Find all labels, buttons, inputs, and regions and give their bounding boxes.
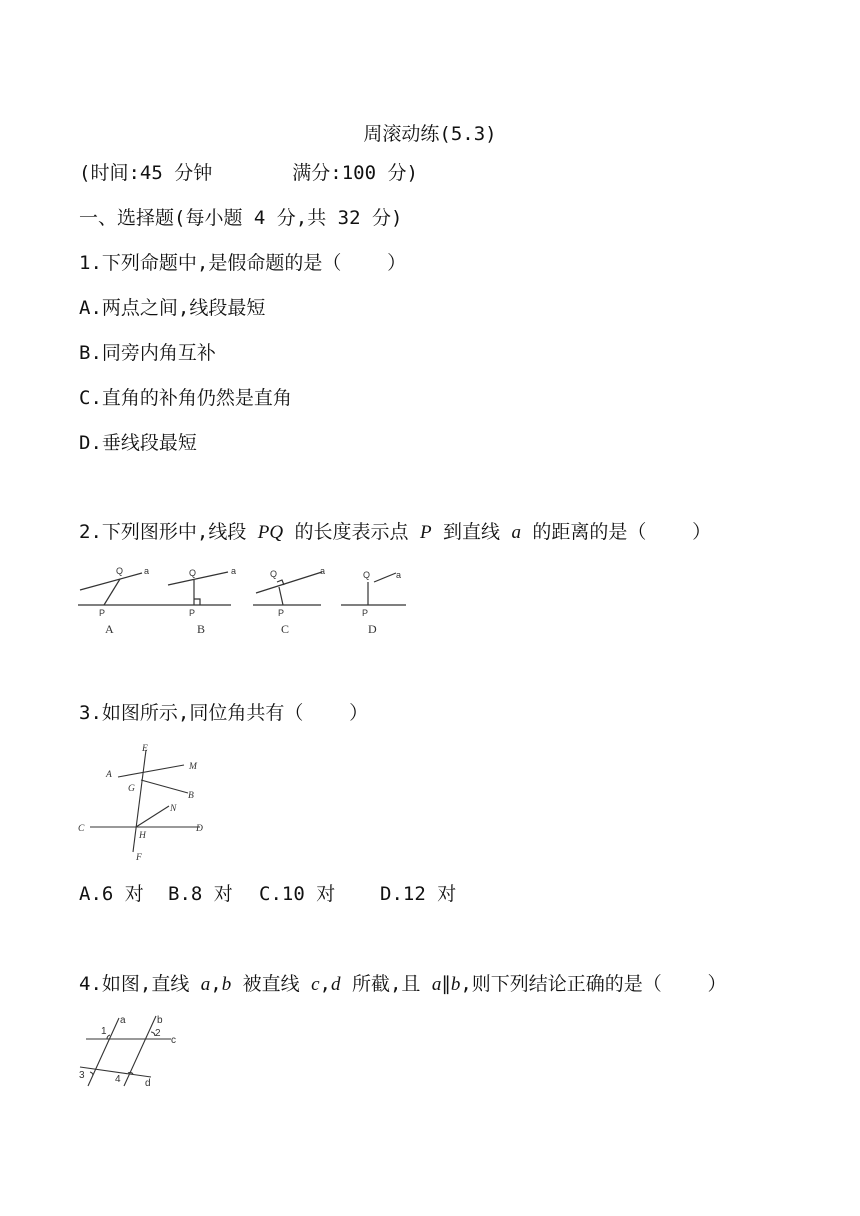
q3-label-e: E bbox=[142, 744, 148, 754]
q3-figure bbox=[74, 740, 214, 865]
page-title: 周滚动练(5.3) bbox=[363, 123, 497, 145]
q2-caption-b: B bbox=[197, 622, 206, 636]
q4-stem bbox=[79, 972, 727, 997]
q4-label-d: d bbox=[145, 1078, 151, 1089]
q4-label-4: 4 bbox=[115, 1074, 121, 1085]
q2-b-label-p: P bbox=[189, 608, 196, 618]
q2-c-line-a bbox=[256, 572, 322, 593]
q2-b-label-a: a bbox=[231, 566, 237, 576]
q2-b-line-a bbox=[168, 572, 228, 585]
q2-stem-part: 的距离的是（ ） bbox=[520, 521, 712, 543]
q2-a-label-p: P bbox=[99, 608, 106, 618]
q2-a-line-a bbox=[80, 573, 142, 590]
q4-var-b: b bbox=[221, 974, 232, 995]
q2-a-label-q: Q bbox=[116, 566, 124, 576]
q4-label-b: b bbox=[157, 1015, 163, 1026]
q3-label-b: B bbox=[188, 791, 194, 801]
q3-label-g: G bbox=[128, 784, 135, 794]
q3-option-b: B.8 对 bbox=[168, 883, 233, 905]
q2-figure bbox=[76, 560, 416, 642]
q2-d-label-a: a bbox=[396, 570, 402, 580]
q1-option-d: D.垂线段最短 bbox=[79, 432, 197, 454]
q4-var-d: d bbox=[331, 974, 341, 995]
q2-c-label-p: P bbox=[278, 608, 285, 618]
q1-option-b: B.同旁内角互补 bbox=[79, 342, 216, 364]
q2-d-label-p: P bbox=[362, 608, 369, 618]
q4-stem-part: 所截,且 bbox=[340, 973, 432, 995]
q4-label-a: a bbox=[120, 1015, 126, 1026]
q2-c-label-q: Q bbox=[270, 569, 278, 579]
q2-segment-pq: PQ bbox=[257, 522, 284, 543]
q3-label-m: M bbox=[189, 762, 197, 772]
q2-c-label-a: a bbox=[320, 566, 326, 576]
q1-option-a: A.两点之间,线段最短 bbox=[79, 297, 266, 319]
q2-stem bbox=[79, 520, 711, 545]
q2-stem-part: 2.下列图形中,线段 bbox=[79, 521, 258, 543]
q1-option-c: C.直角的补角仍然是直角 bbox=[79, 387, 292, 409]
q2-caption-c: C bbox=[281, 622, 290, 636]
q3-ray-hn bbox=[136, 806, 169, 827]
q4-var-a: a bbox=[431, 974, 442, 995]
q3-option-c: C.10 对 bbox=[259, 883, 336, 905]
q4-stem-part: , bbox=[319, 973, 331, 995]
q2-d-line-a bbox=[374, 573, 396, 582]
q3-ray-gb bbox=[141, 780, 188, 793]
q3-label-f: F bbox=[136, 853, 142, 863]
q3-label-h: H bbox=[139, 831, 146, 841]
q4-label-3: 3 bbox=[79, 1070, 85, 1081]
q4-var-b: b bbox=[450, 974, 461, 995]
q3-label-c: C bbox=[78, 824, 85, 834]
q4-var-c: c bbox=[311, 974, 320, 995]
exam-meta: (时间:45 分钟 满分:100 分) bbox=[79, 162, 418, 184]
q4-angle-3-arc bbox=[90, 1072, 93, 1075]
section-heading: 一、选择题(每小题 4 分,共 32 分) bbox=[79, 207, 403, 229]
q3-label-d: D bbox=[196, 824, 203, 834]
q3-ray-am bbox=[118, 765, 184, 777]
q4-label-c: c bbox=[171, 1035, 176, 1046]
q2-line-a: a bbox=[511, 522, 521, 543]
q2-c-segment-pq bbox=[279, 587, 283, 605]
q3-label-n: N bbox=[170, 804, 177, 814]
q4-label-2: 2 bbox=[155, 1028, 161, 1039]
q2-point-p: P bbox=[419, 522, 432, 543]
q3-stem: 3.如图所示,同位角共有（ ） bbox=[79, 702, 369, 724]
q1-stem: 1.下列命题中,是假命题的是（ ） bbox=[79, 252, 407, 274]
q2-stem-part: 的长度表示点 bbox=[283, 521, 420, 543]
q3-option-d: D.12 对 bbox=[380, 883, 457, 905]
q2-caption-a: A bbox=[105, 622, 114, 636]
q4-stem-part: ,则下列结论正确的是（ ） bbox=[460, 973, 727, 995]
q3-label-a: A bbox=[106, 770, 112, 780]
q2-caption-d: D bbox=[368, 622, 377, 636]
q2-a-label-a: a bbox=[144, 566, 150, 576]
q4-stem-part: 4.如图,直线 bbox=[79, 973, 201, 995]
q2-stem-part: 到直线 bbox=[431, 521, 512, 543]
q4-figure bbox=[76, 1012, 186, 1092]
q2-b-right-angle-mark bbox=[194, 599, 200, 605]
q2-b-label-q: Q bbox=[189, 568, 197, 578]
q4-var-a: a bbox=[200, 974, 211, 995]
q4-stem-part: , bbox=[210, 973, 222, 995]
q4-parallel-symbol: ∥ bbox=[441, 973, 451, 995]
q4-label-1: 1 bbox=[101, 1026, 107, 1037]
q4-stem-part: 被直线 bbox=[231, 973, 312, 995]
q2-d-label-q: Q bbox=[363, 570, 371, 580]
q3-option-a: A.6 对 bbox=[79, 883, 144, 905]
